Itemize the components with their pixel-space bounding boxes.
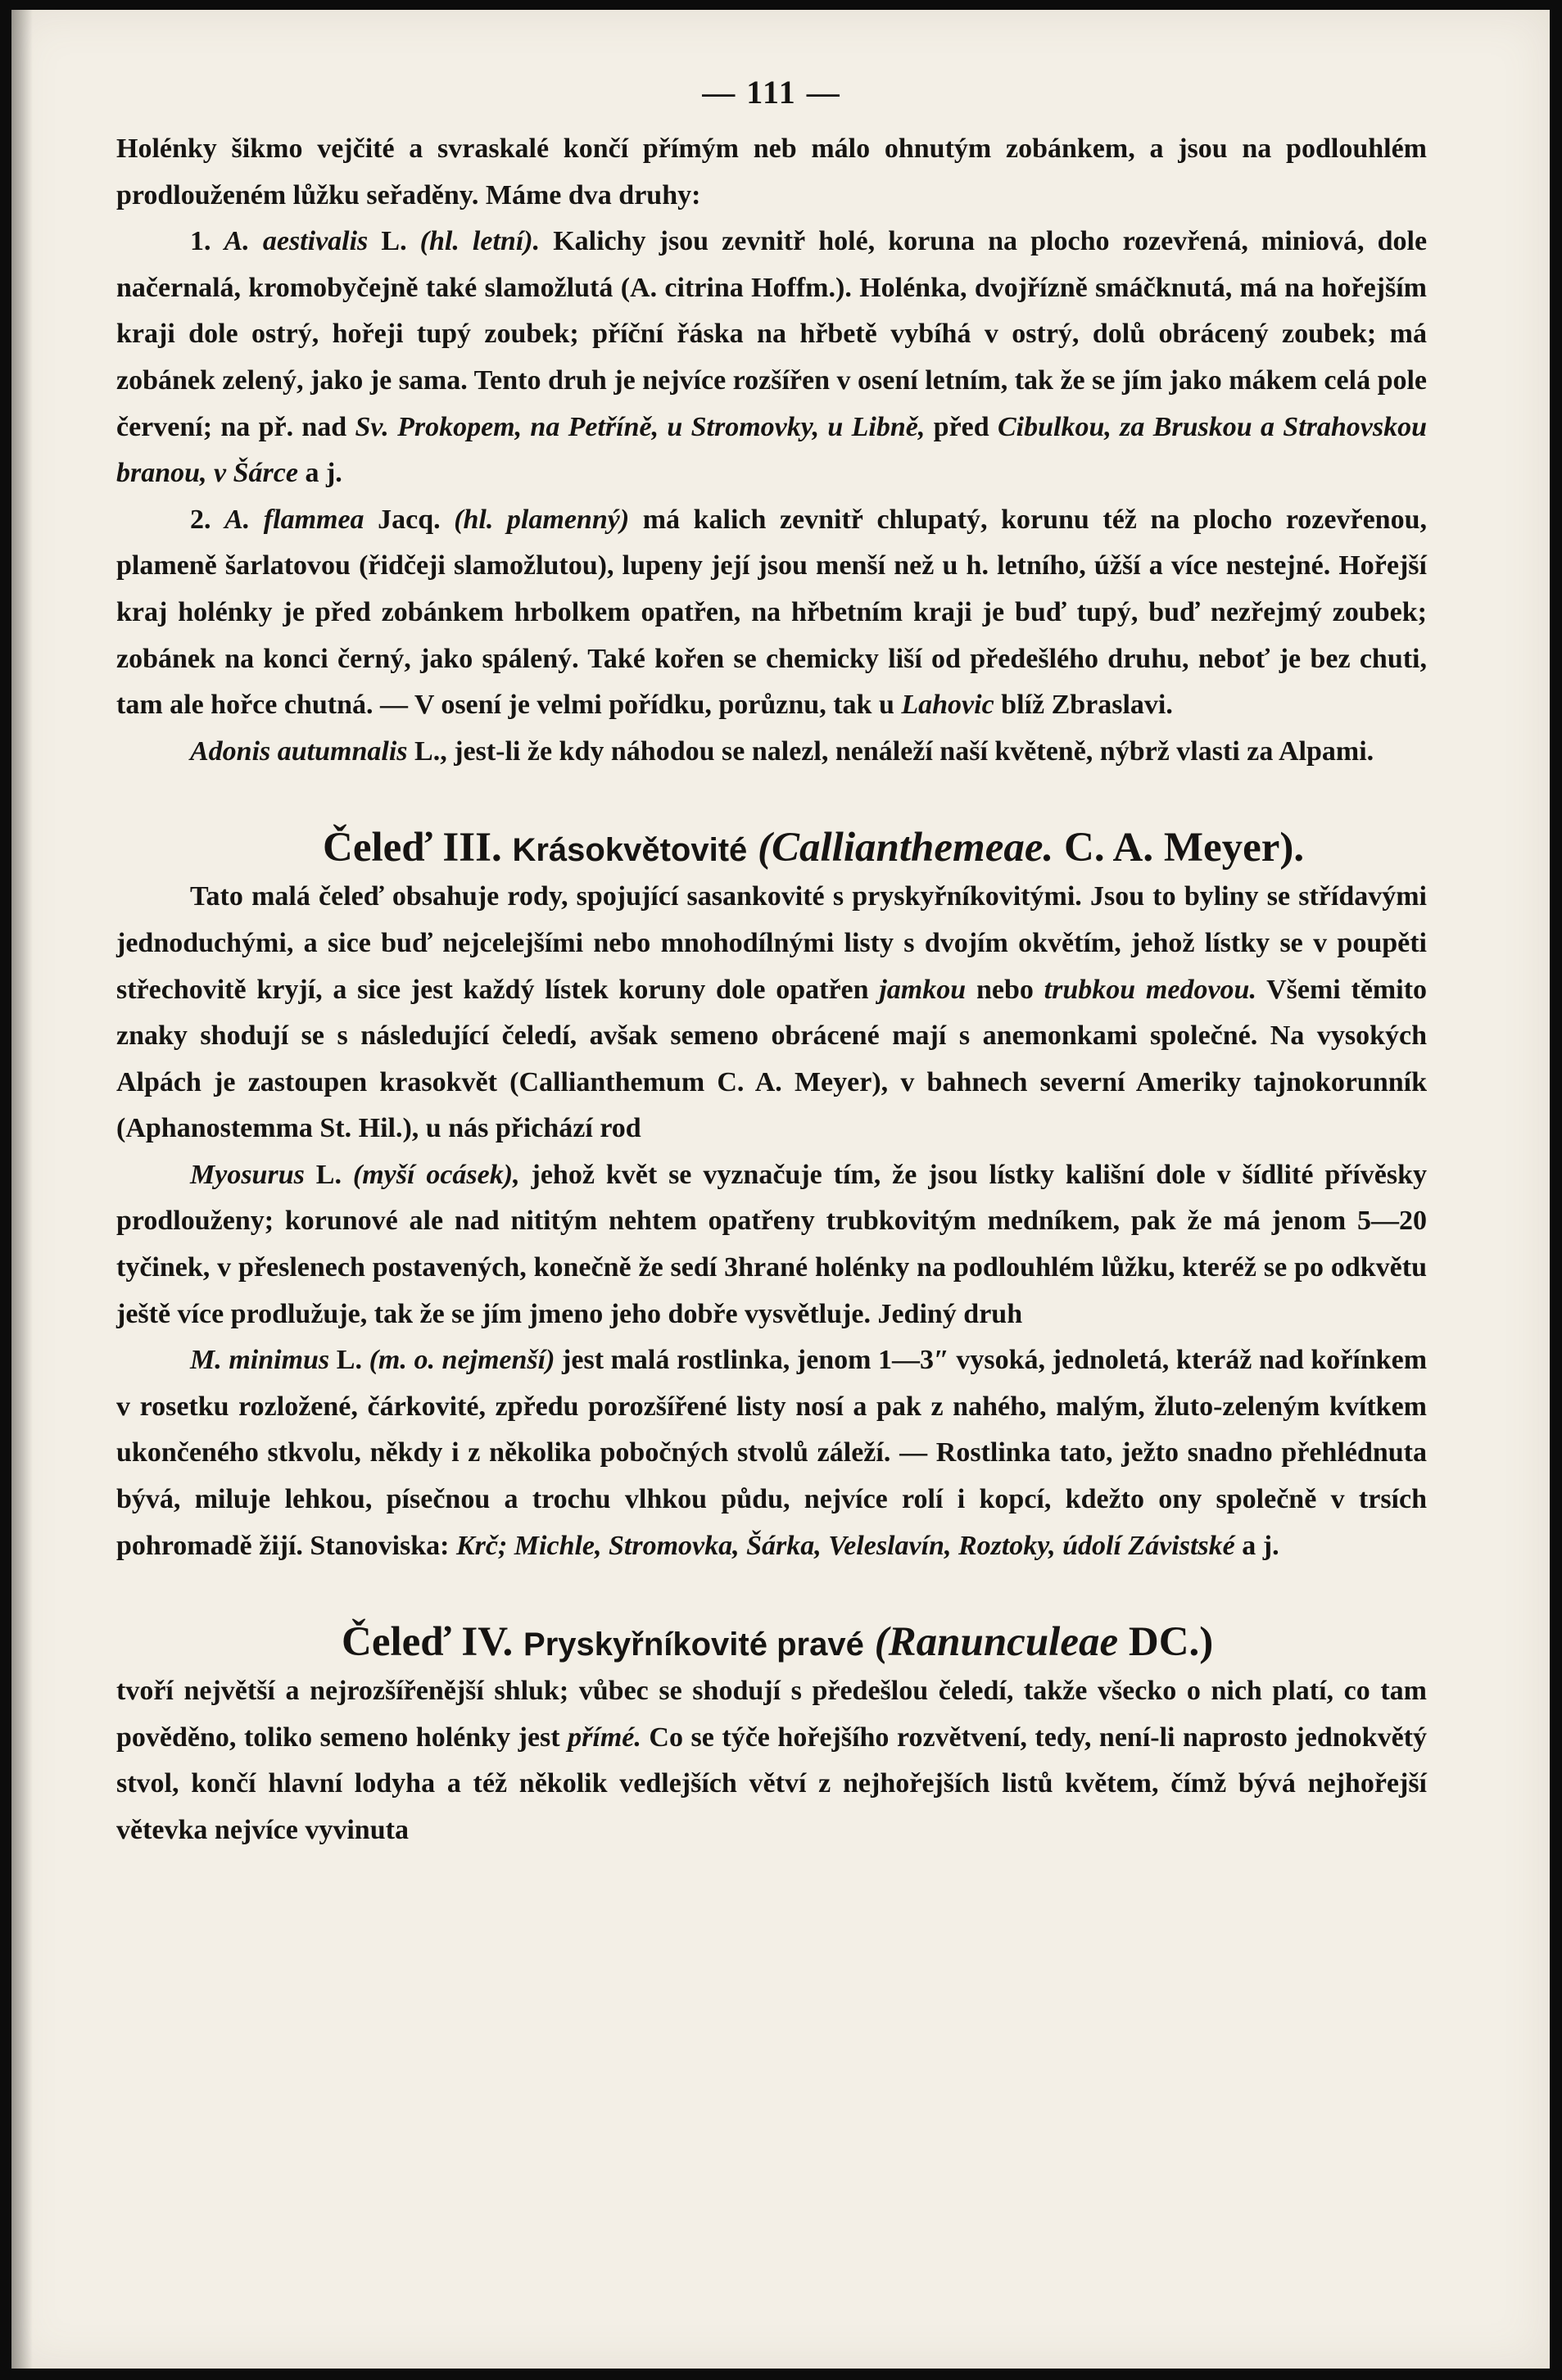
family3-mid: nebo [976,974,1034,1005]
family3-latin: (Callianthemeae. [758,825,1054,871]
species1-text3: a j. [305,458,342,489]
adonis-text: L., jest-li že kdy náhodou se nalezl, nenáleží naší květeně, nýbrž vlasti za Alpami. [414,735,1374,767]
family4-latin: (Ranunculeae [874,1619,1119,1666]
family3-em2: trubkou medovou. [1044,974,1256,1005]
species2-text2: blíž Zbraslavi. [1001,690,1173,721]
minimus-common: (m. o. nejmenší) [369,1345,555,1376]
species1-author: L. [381,226,407,257]
species2-common: (hl. plamenný) [454,504,630,535]
paragraph-ranunculeae [116,1668,1427,1853]
book-page [11,10,1550,2369]
species2-name: A. flammea [224,504,364,535]
species1-common: (hl. letní). [419,226,541,257]
para1-text: Holénky šikmo vejčité a svraskalé končí přímým neb málo ohnutým zobánkem, a jsou na podlouhlém prodlouženém lůžku seřaděny. Máme dva druhy: [116,133,1427,210]
minimus-author: L. [336,1345,362,1376]
species2-author: Jacq. [378,504,441,535]
myosurus-name: Myosurus [190,1159,305,1190]
species1-text2: před [933,411,989,442]
family3-text1: Tato malá čeleď obsahuje rody, spojující sasankovité s pryskyřníkovitými. Jsou to byliny se střídavými jednoduchými, a sice buď nejcelejšími nebo mnohodílnými listy s dvojím okvětím, jehož lístky se v poupěti střechovitě kryjí, a sice jest každý lístek koruny dole opatřen [116,881,1427,1005]
page-text [116,67,1427,1854]
family-iv-heading [116,1618,1427,1668]
section-gap-2 [116,1569,1427,1618]
family4-author: DC.) [1128,1619,1214,1666]
family3-prefix: Čeleď III. [323,825,502,871]
minimus-text: jest malá rostlinka, jenom 1—3″ vysoká, jednoletá, kteráž nad kořínkem v rosetku rozložené, čárkovité, zpředu porozšířené listy nosí a pak z nahého, malým, žluto-zeleným kvítkem ukončeného stkvolu, někdy i z několika pobočných stvolů záleží. — Rostlinka tato, ježto snadno přehlédnuta bývá, miluje lehkou, písečnou a trochu vlhkou půdu, nejvíce rolí i kopcí, kdežto ony společně v trsích pohromadě žijí. Stanoviska: [116,1345,1428,1561]
species1-name: A. aestivalis [224,226,369,257]
family3-title: Krásokvětovité [512,832,748,869]
paragraph-minimus [116,1337,1427,1569]
myosurus-common: (myší ocásek), [352,1159,520,1190]
myosurus-text: jehož květ se vyznačuje tím, že jsou lístky kališní dole v šídlité přívěsky prodlouženy; korunové ale nad nititým nehtem opatřeny trubkovitým medníkem, pak že má jenom 5—20 tyčinek, v přeslenech postavených, konečně že sedí 3hrané holénky na podlouhlém lůžku, kteréž se po odkvětu ještě více prodlužuje, tak že se jím jmeno jeho dobře vysvětluje. Jediný druh [116,1159,1428,1329]
species2-text1: má kalich zevnitř chlupatý, korunu též na plocho rozevřenou, plameně šarlatovou (řidčeji slamožlutou), lupeny její jsou menší než u h. letního, úžší a více nestejné. Hořejší kraj holénky je před zobánkem hrbolkem opatřen, na hřbetním kraji je buď tupý, buď nezřejmý zoubek; zobánek na konci černý, jako spálený. Také kořen se chemicky liší od předešlého druhu, neboť je bez chuti, tam ale hořce chutná. — V osení je velmi pořídku, porůznu, tak u [116,504,1427,721]
species2-num: 2. [190,504,211,535]
paragraph-callianthemeae [116,874,1427,1152]
minimus-name: M. minimus [190,1345,330,1376]
section-gap [116,775,1427,824]
species2-loc: Lahovic [901,690,994,721]
page-number: — 111 — [702,74,841,111]
paragraph-aestivalis [116,219,1427,497]
family3-author: C. A. Meyer). [1064,825,1305,871]
family4-text2: Co se týče hořejšího rozvětvení, tedy, není-li naprosto jednokvětý stvol, končí hlavní lodyha a též několik vedlejších větví z nejhořejších listů květem, čímž bývá nejhořejší větevka nejvíce vyvinuta [116,1722,1427,1845]
family3-text2: Všemi těmito znaky shodují se s následující čeledí, avšak semeno obrácené mají s anemonkami společné. Na vysokých Alpách je zastoupen krasokvět (Callianthemum C. A. Meyer), v bahnech severní Ameriky tajnokorunník (Aphanostemma St. Hil.), u nás přichází rod [116,974,1428,1144]
minimus-end: a j. [1242,1530,1279,1561]
adonis-name: Adonis autumnalis [190,735,408,767]
minimus-loc: Krč; Michle, Stromovka, Šárka, Veleslavín, Roztoky, údolí Závistské [455,1530,1235,1561]
species1-loc2: Cibulkou, za Bruskou a Strahovskou branou, v Šárce [116,411,1428,489]
family-iii-heading [116,824,1427,874]
paragraph-adonis [116,729,1427,776]
family4-em: přímé. [568,1722,641,1753]
family4-title: Pryskyřníkovité pravé [523,1627,864,1663]
paragraph-holenky [116,126,1427,219]
species1-text1: Kalichy jsou zevnitř holé, koruna na plocho rozevřená, miniová, dole načernalá, kromobyčejně také slamožlutá (A. citrina Hoffm.). Holénka, dvojřízně smáčknutá, má na hořejším kraji dole ostrý, hořeji tupý zoubek; příční řáska na hřbetě vybíhá v ostrý, dolů obrácený zoubek; má zobánek zelený, jako je sama. Tento druh je nejvíce rozšířen v osení letním, tak že se jím jako mákem celá pole červení; na př. nad [116,226,1428,442]
species1-num: 1. [190,226,211,257]
family4-text1: tvoří největší a nejrozšířenější shluk; vůbec se shodují s předešlou čeledí, takže všecko o nich platí, co tam pověděno, toliko semeno holénky jest [116,1676,1427,1753]
family3-em1: jamkou [879,974,967,1005]
paragraph-flammea [116,497,1427,729]
myosurus-author: L. [315,1159,342,1190]
family4-prefix: Čeleď IV. [342,1619,514,1666]
species1-loc: Sv. Prokopem, na Petříně, u Stromovky, u Libně, [355,411,926,442]
paragraph-myosurus [116,1152,1427,1337]
